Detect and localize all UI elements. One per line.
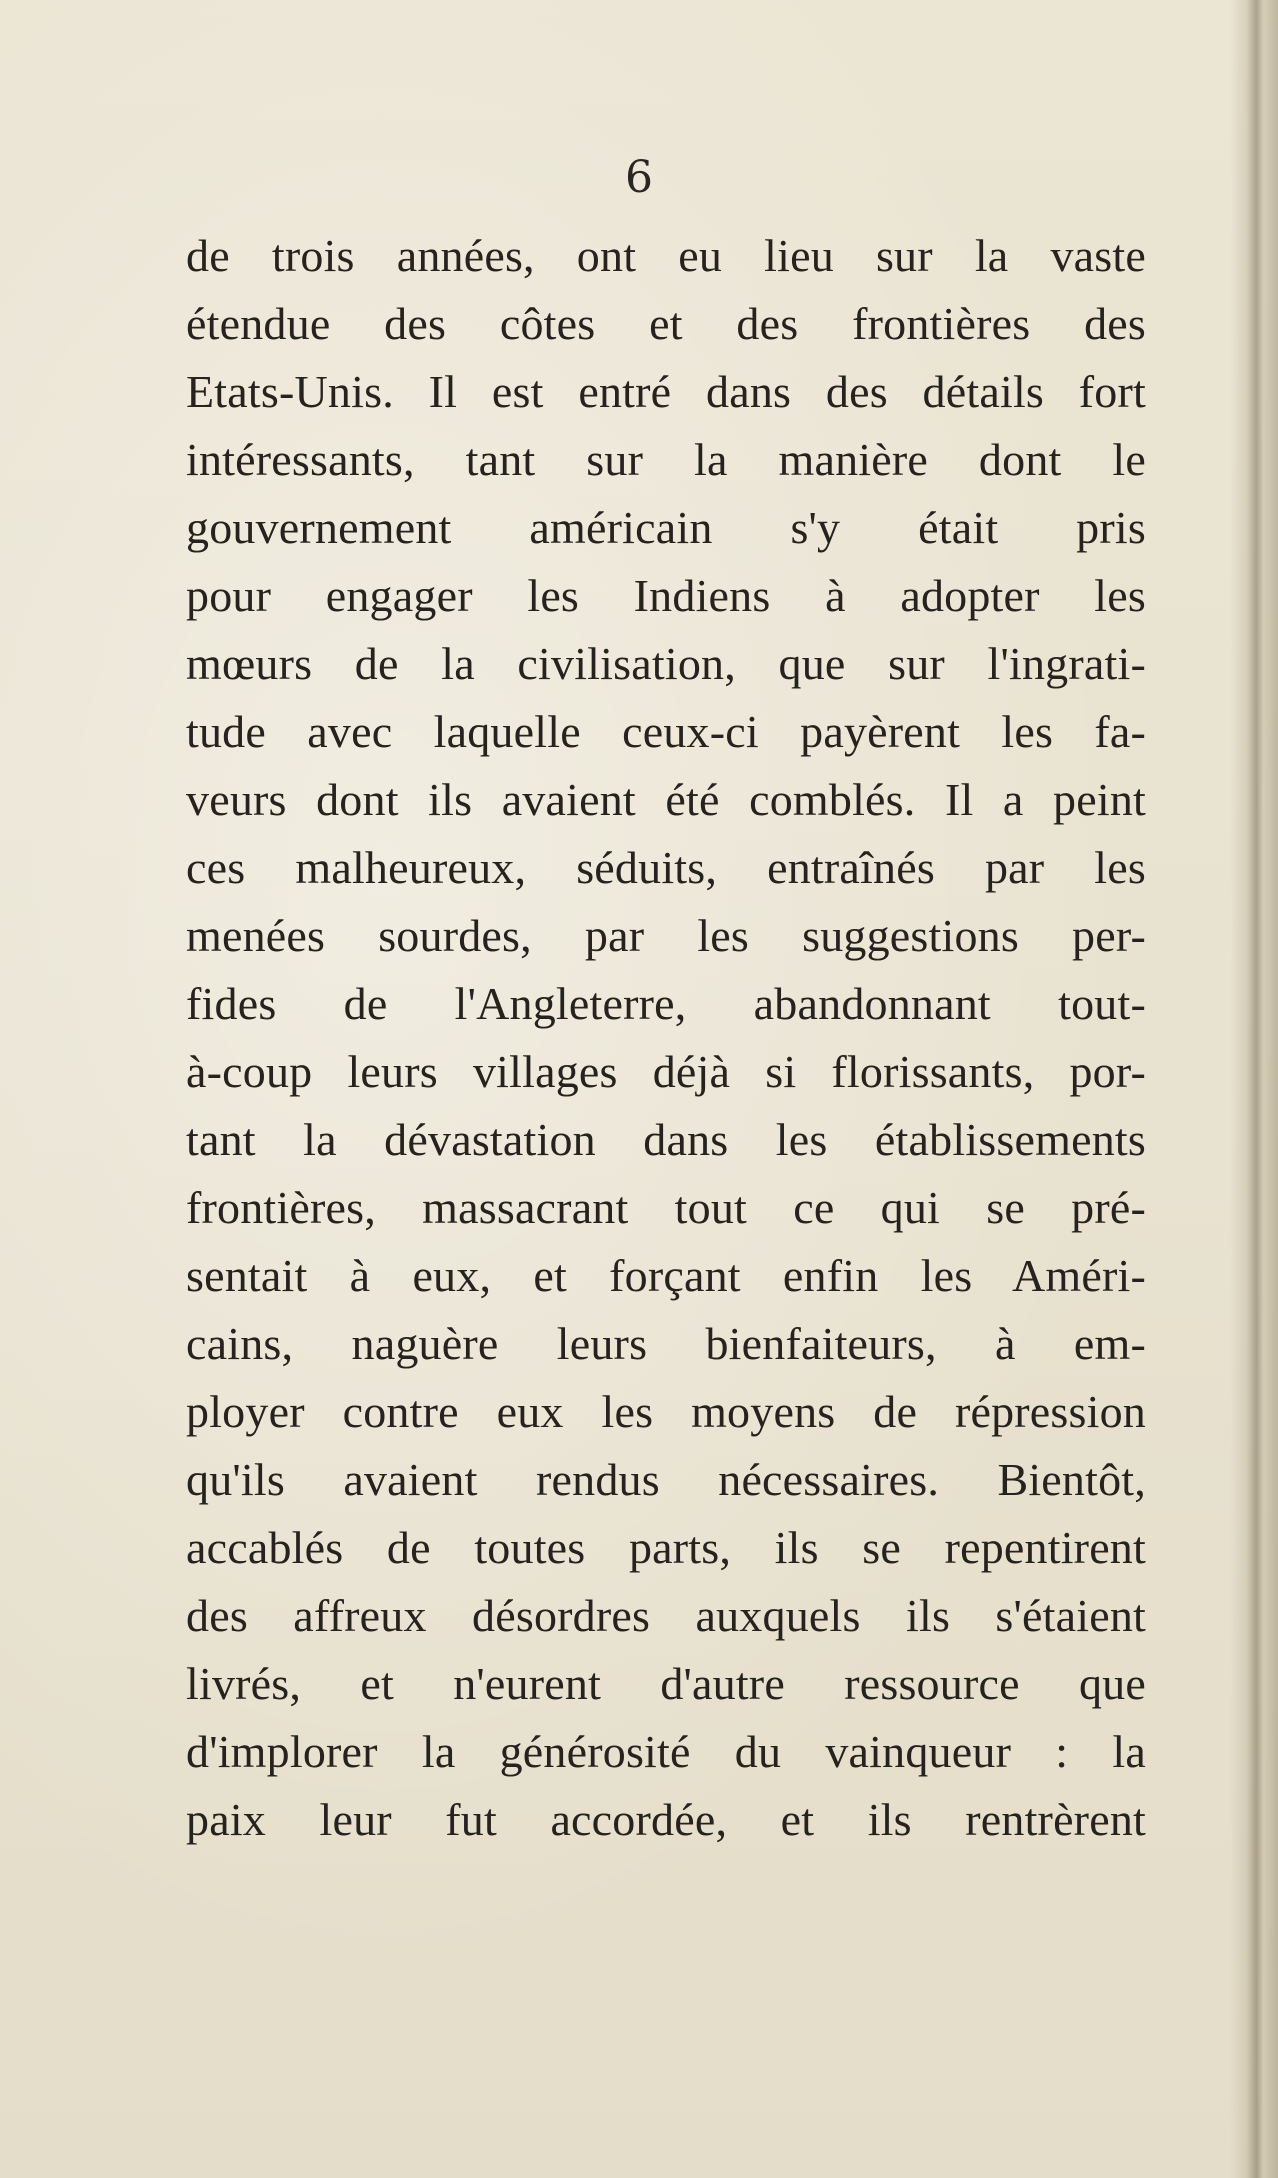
text-line: mœurs de la civilisation, que sur l'ingrati-	[186, 638, 1146, 689]
text-line: paix leur fut accordée, et ils rentrèrent	[186, 1794, 1146, 1845]
text-line: gouvernement américain s'y était pris	[186, 502, 1146, 553]
text-line: ces malheureux, séduits, entraînés par les	[186, 842, 1146, 893]
text-line: veurs dont ils avaient été comblés. Il a peint	[186, 774, 1146, 825]
text-line: intéressants, tant sur la manière dont le	[186, 434, 1146, 485]
text-line: livrés, et n'eurent d'autre ressource que	[186, 1658, 1146, 1709]
text-line: menées sourdes, par les suggestions per-	[186, 910, 1146, 961]
text-line: qu'ils avaient rendus nécessaires. Bientôt,	[186, 1454, 1146, 1505]
text-line: Etats-Unis. Il est entré dans des détails fort	[186, 366, 1146, 417]
text-line: des affreux désordres auxquels ils s'étaient	[186, 1590, 1146, 1641]
text-line: sentait à eux, et forçant enfin les Améri-	[186, 1250, 1146, 1301]
text-line: de trois années, ont eu lieu sur la vaste	[186, 230, 1146, 281]
page-edge-shadow	[1230, 0, 1278, 2178]
text-line: d'implorer la générosité du vainqueur : la	[186, 1726, 1146, 1777]
text-line: tude avec laquelle ceux-ci payèrent les fa-	[186, 706, 1146, 757]
text-line: frontières, massacrant tout ce qui se pré-	[186, 1182, 1146, 1233]
body-text	[186, 222, 1146, 1854]
text-line: accablés de toutes parts, ils se repentirent	[186, 1522, 1146, 1573]
text-line: ployer contre eux les moyens de répression	[186, 1386, 1146, 1437]
text-line: tant la dévastation dans les établissements	[186, 1114, 1146, 1165]
text-line: cains, naguère leurs bienfaiteurs, à em-	[186, 1318, 1146, 1369]
text-line: à-coup leurs villages déjà si florissants, por-	[186, 1046, 1146, 1097]
page-number: 6	[625, 152, 653, 203]
text-line: pour engager les Indiens à adopter les	[186, 570, 1146, 621]
text-line: fides de l'Angleterre, abandonnant tout-	[186, 978, 1146, 1029]
text-line: étendue des côtes et des frontières des	[186, 298, 1146, 349]
